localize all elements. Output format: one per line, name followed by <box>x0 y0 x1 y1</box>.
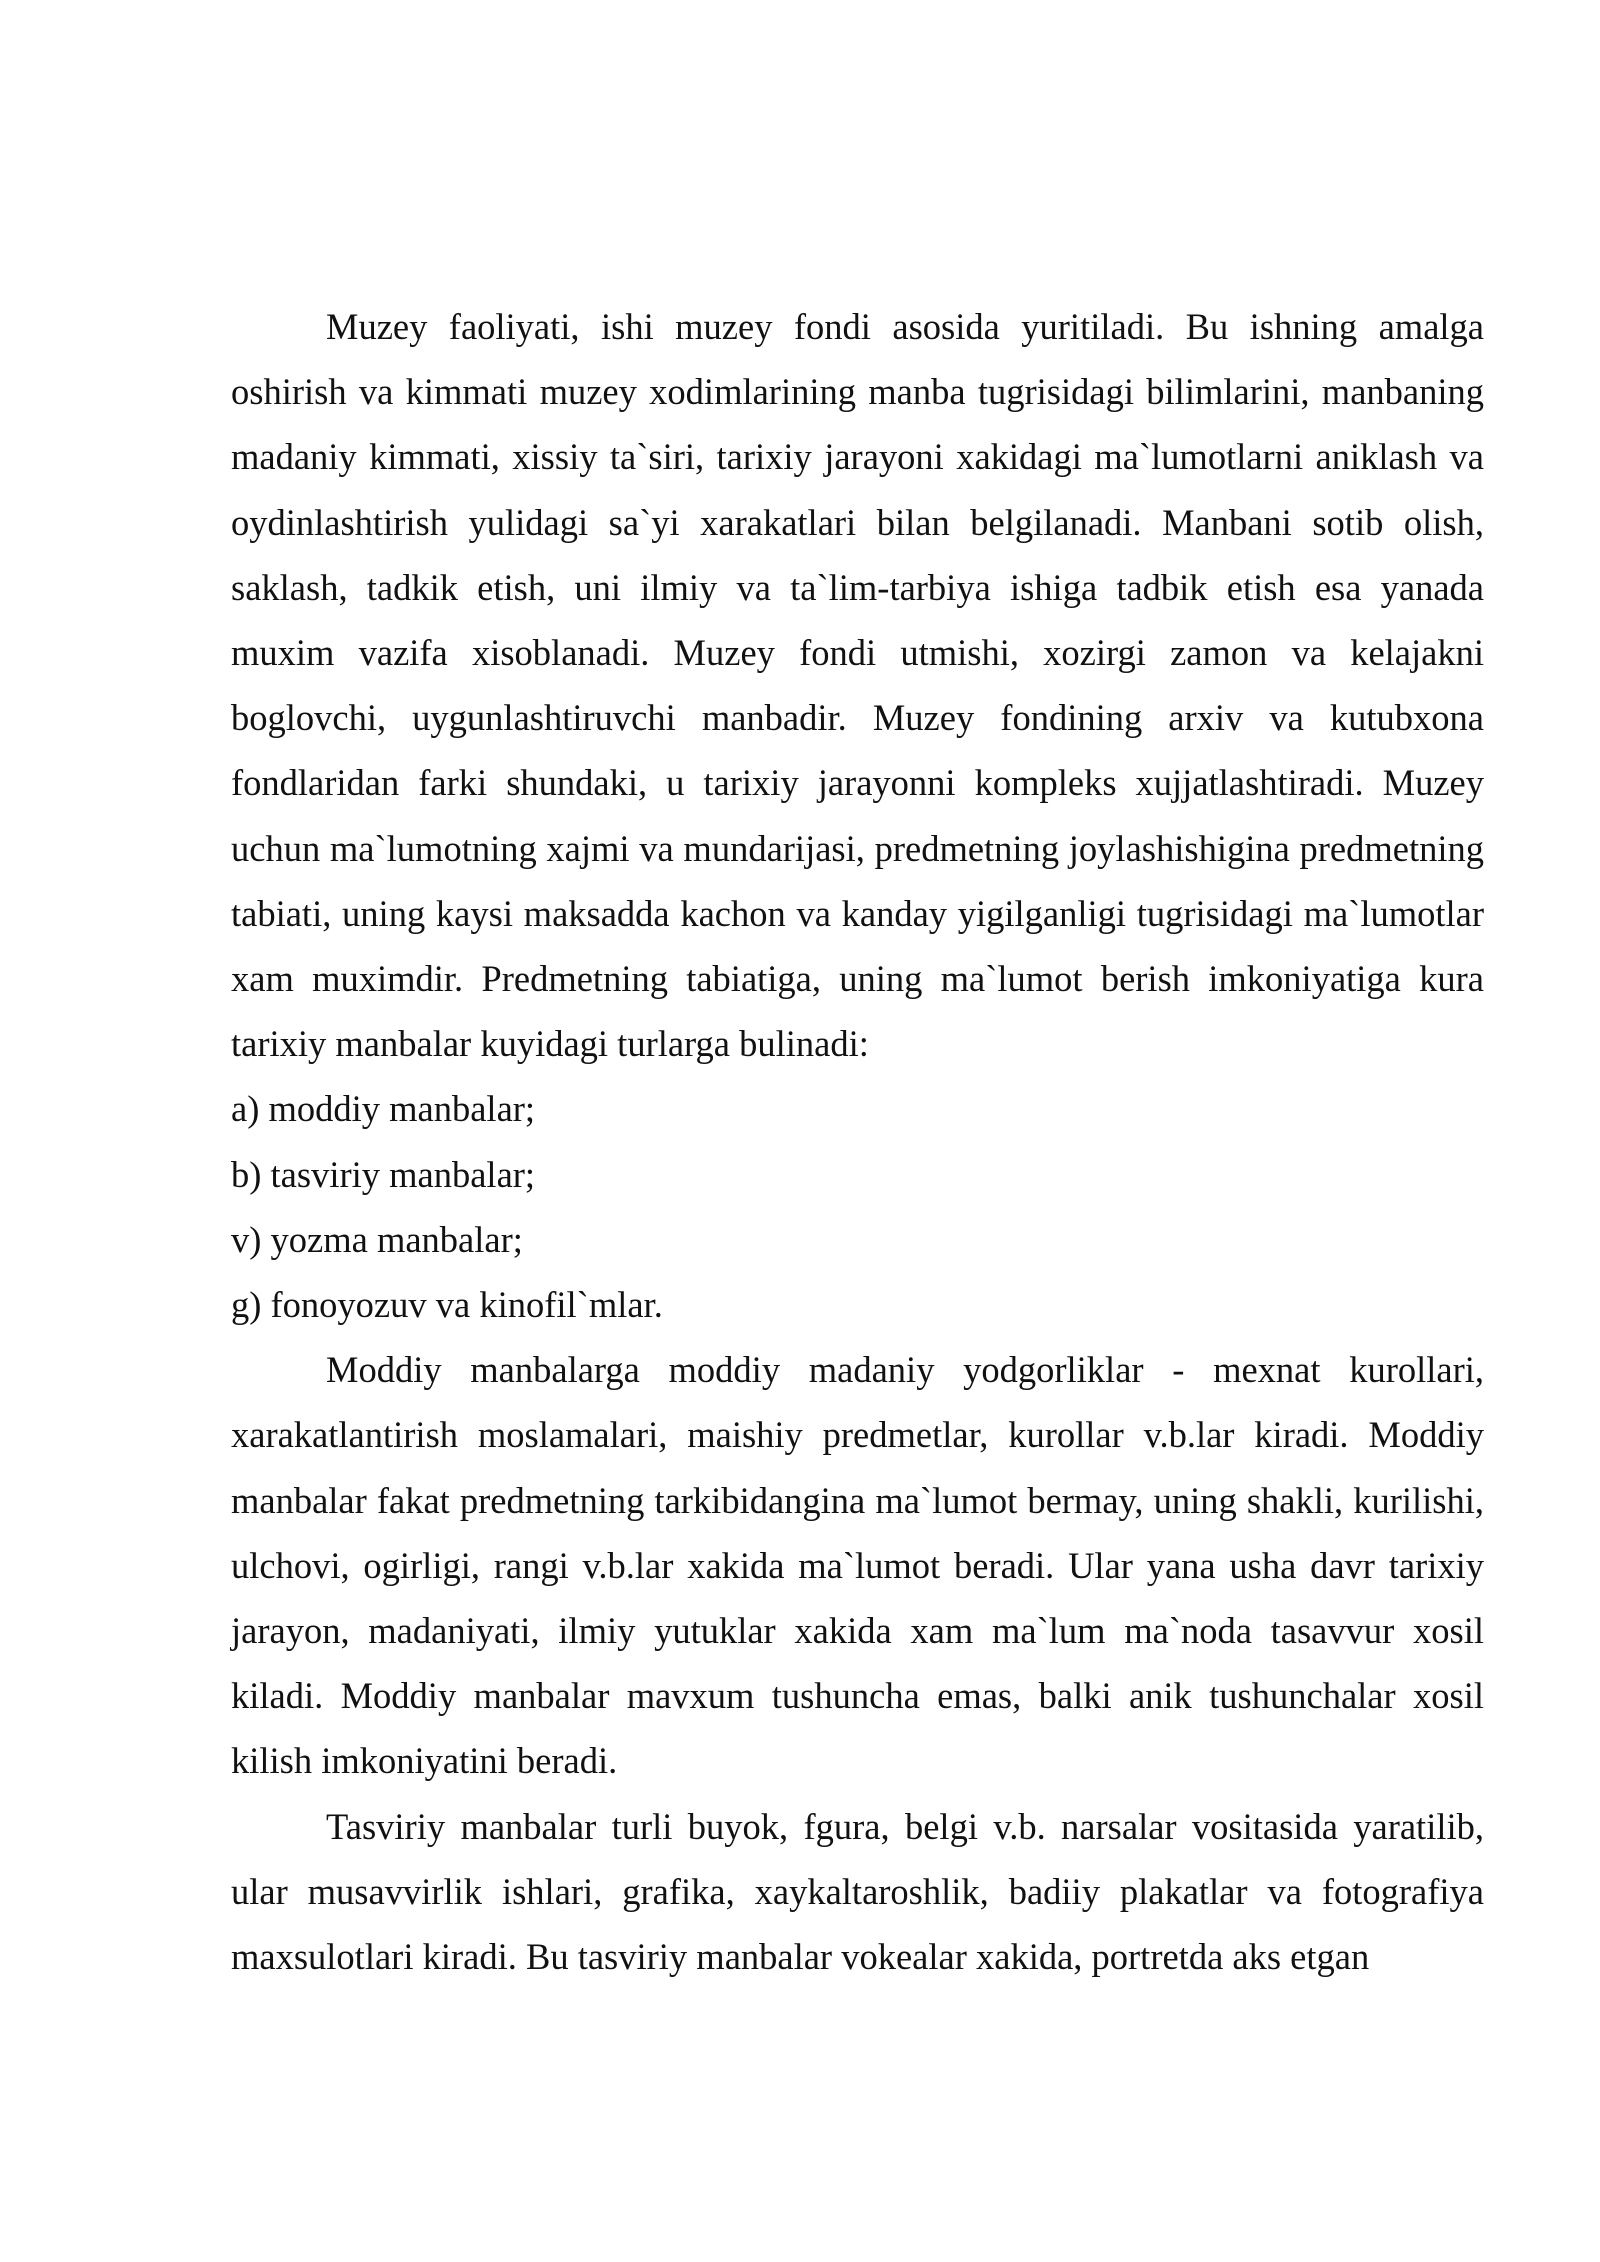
list-item-a: a) moddiy manbalar; <box>231 1088 536 1130</box>
list-item-b: b) tasviriy manbalar; <box>231 1153 536 1195</box>
document-body <box>231 294 1484 1989</box>
paragraph-2: Moddiy manbalarga moddiy madaniy yodgorliklar - mexnat kurollari, xarakatlantirish moslamalari, maishiy predmetlar, kurollar v.b.lar kiradi. Moddiy manbalar fakat predmetning tarkibidangina ma`lumot bermay, uning shakli, kurilishi, ulchovi, ogirligi, rangi v.b.lar xakida ma`lumot beradi. Ular yana usha davr tarixiy jarayon, madaniyati, ilmiy yutuklar xakida xam ma`lum ma`noda tasavvur xosil kiladi. Moddiy manbalar mavxum tushuncha emas, balki anik tushunchalar xosil kilish imkoniyatini beradi. <box>231 1349 1484 1782</box>
list-item-g: g) fonoyozuv va kinofil`mlar. <box>231 1284 663 1326</box>
paragraph-3: Tasviriy manbalar turli buyok, fgura, belgi v.b. narsalar vositasida yaratilib, ular musavvirlik ishlari, grafika, xaykaltaroshlik, badiiy plakatlar va fotografiya maxsulotlari kiradi. Bu tasviriy manbalar vokealar xakida, portretda aks etgan <box>231 1805 1484 1978</box>
paragraph-1: Muzey faoliyati, ishi muzey fondi asosida yuritiladi. Bu ishning amalga oshirish va kimmati muzey xodimlarining manba tugrisidagi bilimlarini, manbaning madaniy kimmati, xissiy ta`siri, tarixiy jarayoni xakidagi ma`lumotlarni aniklash va oydinlashtirish yulidagi sa`yi xarakatlari bilan belgilanadi. Manbani sotib olish, saklash, tadkik etish, uni ilmiy va ta`lim-tarbiya ishiga tadbik etish esa yanada muxim vazifa xisoblanadi. Muzey fondi utmishi, xozirgi zamon va kelajakni boglovchi, uygunlashtiruvchi manbadir. Muzey fondining arxiv va kutubxona fondlaridan farki shundaki, u tarixiy jarayonni kompleks xujjatlashtiradi. Muzey uchun ma`lumotning xajmi va mundarijasi, predmetning joylashishigina predmetning tabiati, uning kaysi maksadda kachon va kanday yigilganligi tugrisidagi ma`lumotlar xam muximdir. Predmetning tabiatiga, uning ma`lumot berish imkoniyatiga kura tarixiy manbalar kuyidagi turlarga bulinadi: <box>231 306 1484 1065</box>
list-item-v: v) yozma manbalar; <box>231 1218 523 1260</box>
